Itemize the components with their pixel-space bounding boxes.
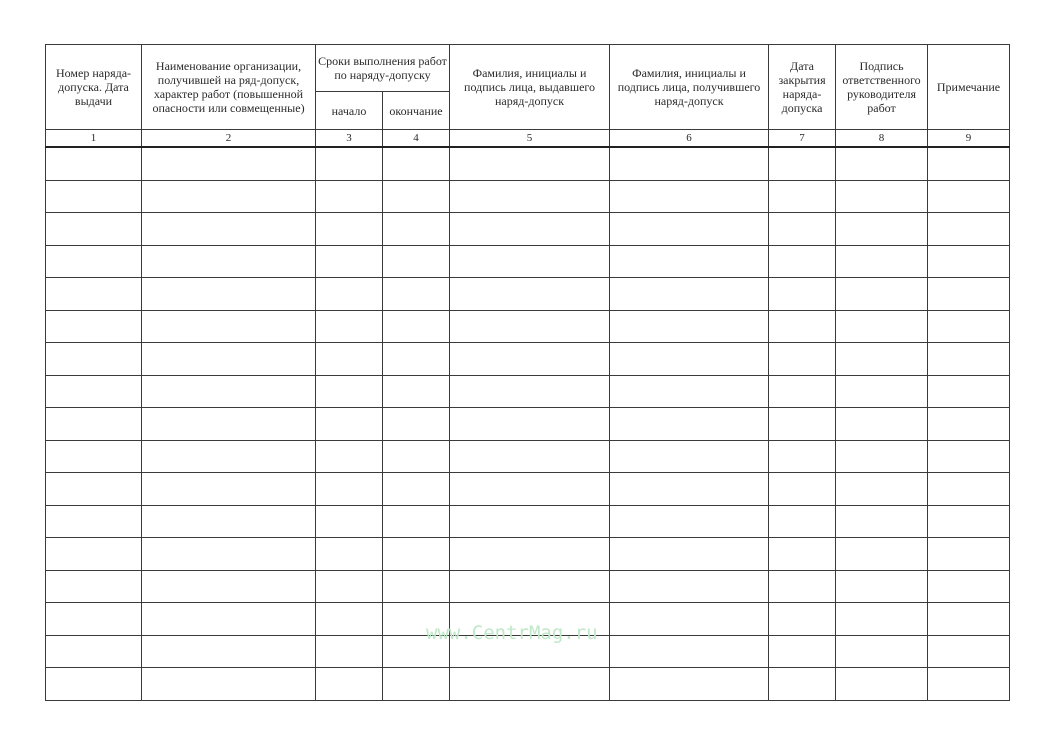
table-cell	[383, 180, 450, 213]
table-cell	[383, 440, 450, 473]
header-start: начало	[316, 92, 383, 130]
table-cell	[769, 505, 836, 538]
table-cell	[836, 245, 928, 278]
table-cell	[142, 408, 316, 441]
table-cell	[610, 668, 769, 701]
table-cell	[928, 408, 1010, 441]
table-cell	[836, 635, 928, 668]
permit-journal-table	[45, 44, 1010, 701]
table-row	[46, 375, 1010, 408]
table-cell	[610, 375, 769, 408]
table-cell	[769, 635, 836, 668]
table-cell	[836, 538, 928, 571]
table-cell	[610, 538, 769, 571]
table-cell	[383, 570, 450, 603]
column-number: 5	[450, 130, 610, 148]
table-cell	[928, 603, 1010, 636]
table-cell	[142, 245, 316, 278]
table-cell	[383, 147, 450, 180]
table-cell	[610, 310, 769, 343]
table-cell	[142, 278, 316, 311]
table-cell	[769, 603, 836, 636]
column-number: 3	[316, 130, 383, 148]
table-cell	[316, 570, 383, 603]
header-issuer: Фамилия, инициалы и подпись лица, выдавшего наряд-допуск	[450, 45, 610, 130]
table-cell	[928, 538, 1010, 571]
table-row	[46, 310, 1010, 343]
table-cell	[450, 278, 610, 311]
table-cell	[836, 473, 928, 506]
header-closing-date: Дата закрытия наряда-допуска	[769, 45, 836, 130]
table-cell	[769, 245, 836, 278]
table-body	[46, 147, 1010, 700]
table-cell	[928, 440, 1010, 473]
table-cell	[316, 473, 383, 506]
table-cell	[450, 213, 610, 246]
table-cell	[610, 278, 769, 311]
table-cell	[383, 505, 450, 538]
table-cell	[316, 375, 383, 408]
table-cell	[610, 408, 769, 441]
table-cell	[142, 147, 316, 180]
table-cell	[450, 147, 610, 180]
table-cell	[610, 440, 769, 473]
table-cell	[142, 668, 316, 701]
table-cell	[383, 668, 450, 701]
table-cell	[46, 473, 142, 506]
table-cell	[928, 245, 1010, 278]
table-cell	[316, 278, 383, 311]
header-organization: Наименование организации, получившей на ряд-допуск, характер работ (повышенной опасности или совмещенные)	[142, 45, 316, 130]
table-cell	[142, 310, 316, 343]
header-end: окончание	[383, 92, 450, 130]
table-cell	[316, 213, 383, 246]
table-cell	[928, 668, 1010, 701]
table-cell	[46, 310, 142, 343]
table-cell	[836, 570, 928, 603]
table-cell	[450, 440, 610, 473]
table-cell	[610, 213, 769, 246]
table-cell	[836, 147, 928, 180]
table-cell	[383, 343, 450, 376]
table-cell	[928, 278, 1010, 311]
table-cell	[928, 213, 1010, 246]
table-cell	[610, 635, 769, 668]
table-cell	[836, 603, 928, 636]
column-number: 4	[383, 130, 450, 148]
table-cell	[383, 245, 450, 278]
table-cell	[142, 603, 316, 636]
table-cell	[142, 538, 316, 571]
table-cell	[46, 180, 142, 213]
header-work-period: Сроки выполнения работ по наряду-допуску	[316, 45, 450, 92]
table-cell	[46, 505, 142, 538]
table-cell	[383, 213, 450, 246]
table-cell	[928, 505, 1010, 538]
table-cell	[836, 343, 928, 376]
table-cell	[46, 635, 142, 668]
table-cell	[46, 278, 142, 311]
table-row	[46, 147, 1010, 180]
table-cell	[46, 343, 142, 376]
table-cell	[836, 505, 928, 538]
table-cell	[836, 375, 928, 408]
table-cell	[142, 343, 316, 376]
table-cell	[142, 570, 316, 603]
table-row	[46, 408, 1010, 441]
table-cell	[316, 505, 383, 538]
table-cell	[450, 245, 610, 278]
table-cell	[769, 570, 836, 603]
column-number: 6	[610, 130, 769, 148]
table-cell	[450, 538, 610, 571]
table-cell	[450, 375, 610, 408]
table-cell	[610, 343, 769, 376]
table-cell	[610, 603, 769, 636]
table-cell	[142, 635, 316, 668]
table-cell	[610, 180, 769, 213]
table-cell	[928, 473, 1010, 506]
table-cell	[142, 375, 316, 408]
table-cell	[836, 440, 928, 473]
table-cell	[769, 668, 836, 701]
table-row	[46, 278, 1010, 311]
header-supervisor-signature: Подпись ответственного руководителя работ	[836, 45, 928, 130]
table-cell	[316, 310, 383, 343]
table-cell	[610, 570, 769, 603]
table-cell	[928, 375, 1010, 408]
watermark: www.CentrMag.ru	[426, 622, 598, 644]
table-row	[46, 505, 1010, 538]
table-row	[46, 570, 1010, 603]
table-cell	[836, 668, 928, 701]
header-permit-number: Номер наряда-допуска. Дата выдачи	[46, 45, 142, 130]
table-cell	[316, 440, 383, 473]
table-cell	[769, 408, 836, 441]
table-cell	[316, 180, 383, 213]
table-cell	[769, 440, 836, 473]
table-cell	[610, 473, 769, 506]
table-cell	[46, 570, 142, 603]
table-cell	[610, 245, 769, 278]
table-row	[46, 440, 1010, 473]
table-cell	[450, 505, 610, 538]
table-cell	[610, 505, 769, 538]
table-cell	[450, 668, 610, 701]
table-cell	[383, 278, 450, 311]
table-cell	[450, 310, 610, 343]
table-cell	[46, 147, 142, 180]
table-cell	[316, 245, 383, 278]
table-cell	[769, 375, 836, 408]
table-row	[46, 473, 1010, 506]
table-cell	[142, 213, 316, 246]
table-cell	[316, 603, 383, 636]
table-cell	[383, 538, 450, 571]
table-cell	[46, 408, 142, 441]
table-cell	[142, 505, 316, 538]
table-cell	[450, 343, 610, 376]
table-cell	[316, 147, 383, 180]
table-cell	[142, 440, 316, 473]
table-row	[46, 343, 1010, 376]
table-cell	[769, 147, 836, 180]
table-cell	[142, 473, 316, 506]
table-cell	[383, 408, 450, 441]
table-cell	[316, 538, 383, 571]
table-cell	[46, 375, 142, 408]
table-cell	[383, 310, 450, 343]
table-cell	[450, 408, 610, 441]
table-cell	[316, 668, 383, 701]
table-cell	[928, 343, 1010, 376]
table-cell	[46, 440, 142, 473]
column-number: 7	[769, 130, 836, 148]
table-cell	[316, 343, 383, 376]
table-cell	[142, 180, 316, 213]
table-cell	[836, 408, 928, 441]
table-row	[46, 180, 1010, 213]
table-cell	[769, 213, 836, 246]
table-cell	[928, 570, 1010, 603]
table-cell	[769, 343, 836, 376]
table-cell	[610, 147, 769, 180]
table-cell	[316, 408, 383, 441]
table-cell	[383, 375, 450, 408]
table-cell	[46, 538, 142, 571]
table-cell	[383, 473, 450, 506]
table-cell	[836, 180, 928, 213]
table-cell	[46, 213, 142, 246]
header-notes: Примечание	[928, 45, 1010, 130]
table-cell	[450, 473, 610, 506]
table-cell	[46, 245, 142, 278]
column-number: 1	[46, 130, 142, 148]
table-row	[46, 668, 1010, 701]
table-cell	[928, 147, 1010, 180]
table-cell	[836, 278, 928, 311]
table-cell	[769, 473, 836, 506]
table-cell	[46, 668, 142, 701]
column-number: 8	[836, 130, 928, 148]
table-cell	[928, 635, 1010, 668]
table-cell	[836, 310, 928, 343]
table-cell	[769, 278, 836, 311]
column-number: 2	[142, 130, 316, 148]
table-cell	[928, 180, 1010, 213]
table-cell	[836, 213, 928, 246]
table-cell	[769, 538, 836, 571]
table-cell	[450, 180, 610, 213]
table-row	[46, 213, 1010, 246]
table-row	[46, 538, 1010, 571]
table-cell	[769, 310, 836, 343]
table-cell	[928, 310, 1010, 343]
column-number: 9	[928, 130, 1010, 148]
header-receiver: Фамилия, инициалы и подпись лица, получившего наряд-допуск	[610, 45, 769, 130]
table-cell	[46, 603, 142, 636]
table-cell	[769, 180, 836, 213]
table-cell	[316, 635, 383, 668]
table-cell	[450, 570, 610, 603]
table-row	[46, 245, 1010, 278]
